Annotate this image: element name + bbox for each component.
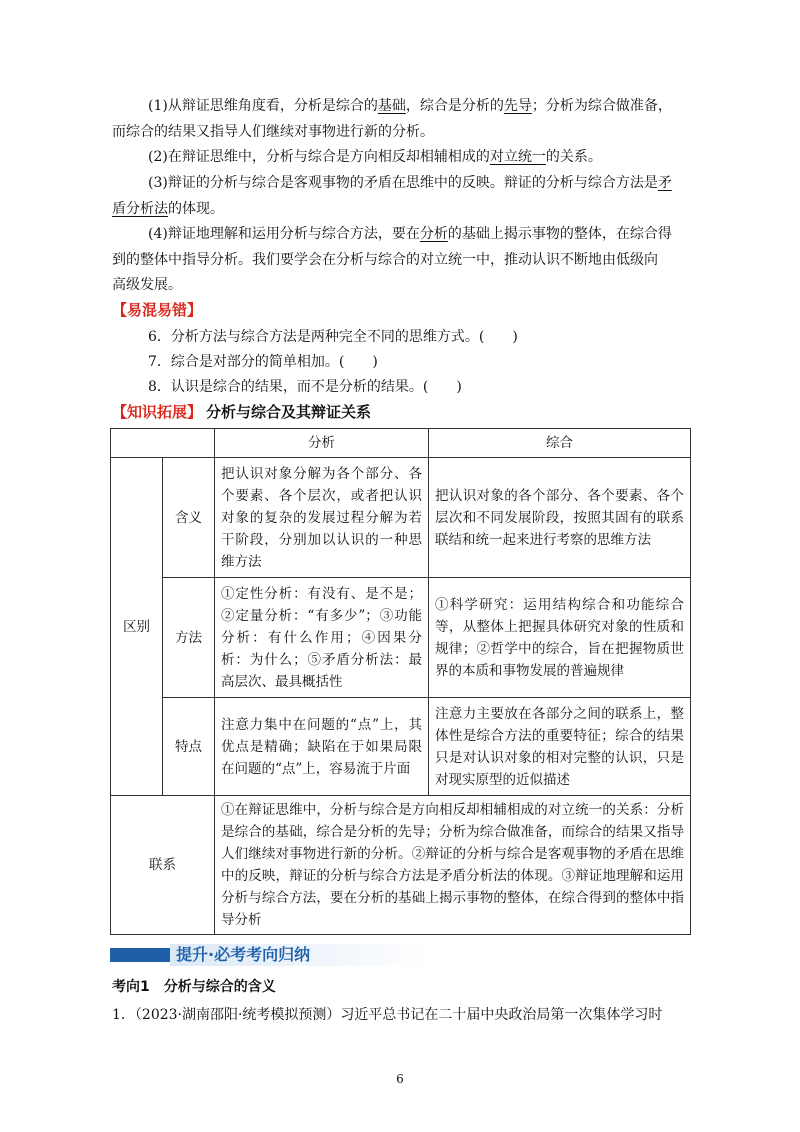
- paragraph-4: [112, 222, 692, 299]
- analysis-cell: ①定性分析：有没有、是不是；②定量分析：“有多少”；③功能分析：有什么作用；④因果分析：为什么；⑤矛盾分析法：最高层次、最具概括性: [215, 578, 429, 698]
- analysis-cell: 注意力集中在问题的“点”上，其优点是精确；缺陷在于如果局限在问题的“点”上，容易流于片面: [215, 698, 429, 796]
- paragraph-3: [112, 171, 692, 222]
- section-banner: [110, 944, 430, 966]
- text: (4)辩证地理解和运用分析与综合方法，要在: [148, 226, 420, 242]
- text: (2)在辩证思维中，分析与综合是方向相反却相辅相成的: [148, 149, 490, 165]
- paragraph-2: [112, 145, 692, 171]
- table-row: [111, 796, 691, 935]
- text: ，综合是分析的: [405, 98, 504, 114]
- text: ；分析为综合做准备，: [531, 98, 672, 114]
- question-1: 1．（2023·湖南邵阳·统考模拟预测）习近平总书记在二十届中央政治局第一次集体学习时: [112, 1007, 663, 1023]
- header-analysis: 分析: [215, 429, 429, 458]
- text: 的关系。: [545, 149, 602, 165]
- comparison-table: [110, 428, 691, 935]
- underlined-term: 基础: [377, 98, 406, 114]
- difference-label: 区别: [111, 458, 163, 796]
- question-item: 6．分析方法与综合方法是两种完全不同的思维方式。( ): [148, 329, 518, 345]
- extension-tag: 【知识拓展】: [112, 403, 203, 421]
- header-synthesis: 综合: [429, 429, 691, 458]
- section-heading: 考向1 分析与综合的含义: [112, 979, 276, 995]
- synthesis-cell: 把认识对象的各个部分、各个要素、各个层次和不同发展阶段，按照其固有的联系联结和统一起来进行考察的思维方法: [429, 458, 691, 578]
- text-line: 高级发展。: [112, 277, 182, 293]
- text-line: 而综合的结果又指导人们继续对事物进行新的分析。: [112, 123, 434, 140]
- question-item: 7．综合是对部分的简单相加。( ): [148, 354, 378, 370]
- underlined-term: 对立统一: [489, 149, 546, 165]
- page-number: 6: [396, 1072, 404, 1086]
- synthesis-cell: ①科学研究：运用结构综合和功能综合等，从整体上把握具体研究对象的性质和规律；②哲学中的综合，旨在把握物质世界的本质和事物发展的普遍规律: [429, 578, 691, 698]
- table-row: [111, 698, 691, 796]
- underlined-term: 矛: [657, 175, 672, 191]
- table-row: [111, 578, 691, 698]
- row-label: 含义: [163, 458, 215, 578]
- confusion-tag: 【易混易错】: [112, 301, 203, 319]
- relation-label: 联系: [111, 796, 215, 935]
- banner-bar: [110, 948, 170, 962]
- text-line: 到的整体中指导分析。我们要学会在分析与综合的对立统一中，推动认识不断地由低级向: [112, 251, 658, 268]
- underlined-term: 先导: [503, 98, 532, 114]
- text: 的基础上揭示事物的整体，在综合得: [447, 226, 672, 242]
- synthesis-cell: 注意力主要放在各部分之间的联系上，整体性是综合方法的重要特征；综合的结果只是对认识对象的相对完整的认识，只是对现实原型的近似描述: [429, 698, 691, 796]
- extension-heading: [112, 401, 371, 422]
- relation-cell: ①在辩证思维中，分析与综合是方向相反却相辅相成的对立统一的关系：分析是综合的基础，综合是分析的先导；分析为综合做准备，而综合的结果又指导人们继续对事物进行新的分析。②辩证的分析与综合是客观事物的矛盾在思维中的反映，辩证的分析与综合方法是矛盾分析法的体现。③辩证地理解和运用分析与综合方法，要在分析的基础上揭示事物的整体，在综合得到的整体中指导分析: [215, 796, 691, 935]
- table-header-row: [111, 429, 691, 458]
- banner-title: 提升·必考考向归纳: [176, 945, 311, 964]
- text: (3)辩证的分析与综合是客观事物的矛盾在思维中的反映。辩证的分析与综合方法是: [148, 175, 658, 191]
- analysis-cell: 把认识对象分解为各个部分、各个要素、各个层次，或者把认识对象的复杂的发展过程分解为若干阶段，分别加以认识的一种思维方法: [215, 458, 429, 578]
- extension-title: 分析与综合及其辩证关系: [206, 403, 372, 421]
- text: 的体现。: [168, 200, 224, 217]
- table-row: [111, 458, 691, 578]
- text: (1)从辩证思维角度看，分析是综合的: [148, 98, 378, 114]
- row-label: 方法: [163, 578, 215, 698]
- table-corner-cell: [111, 429, 215, 458]
- underlined-term: 盾分析法: [112, 200, 168, 217]
- underlined-term: 分析: [419, 226, 448, 242]
- row-label: 特点: [163, 698, 215, 796]
- question-item: 8．认识是综合的结果，而不是分析的结果。( ): [148, 379, 462, 395]
- paragraph-1: [112, 94, 692, 145]
